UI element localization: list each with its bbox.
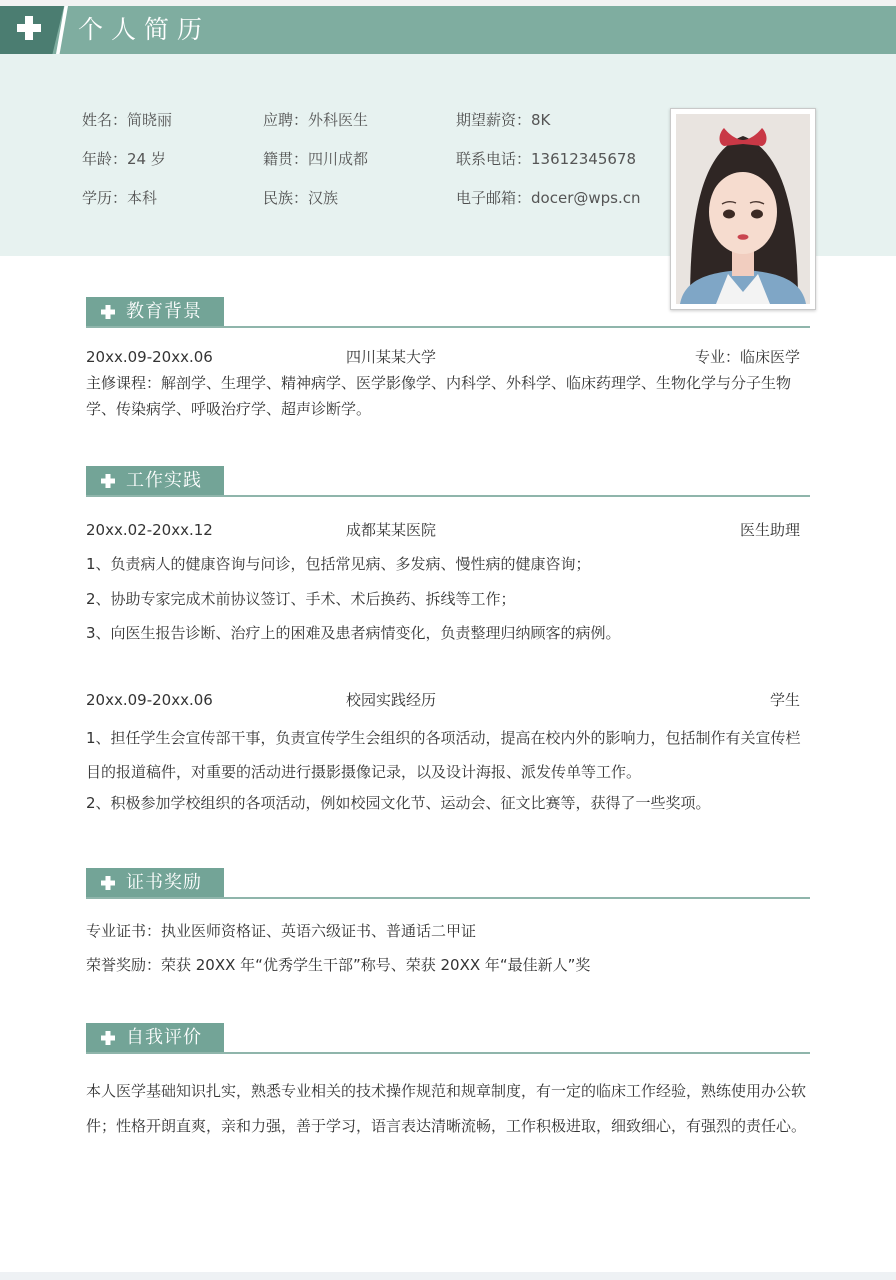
info-salary: 期望薪资：8K (456, 111, 551, 129)
info-salary-value: 8K (531, 111, 551, 129)
section-title: 证书奖励 (126, 872, 202, 893)
job-row (86, 689, 800, 711)
job-period: 20xx.02-20xx.12 (86, 521, 213, 539)
job-period: 20xx.09-20xx.06 (86, 691, 213, 709)
cross-icon (100, 473, 116, 489)
job-org: 成都某某医院 (346, 521, 437, 539)
certificate-item: 荣誉奖励：荣获 20XX 年“优秀学生干部”称号、荣获 20XX 年“最佳新人”奖 (86, 956, 591, 974)
job-row (86, 519, 800, 541)
cross-icon (100, 875, 116, 891)
education-school: 四川某某大学 (346, 348, 437, 366)
job-item: 1、担任学生会宣传部干事，负责宣传学生会组织的各项活动，提高在校内外的影响力，包括制作有关宣传栏目的报道稿件，对重要的活动进行摄影摄像记录，以及设计海报、派发传单等工作。 (86, 729, 801, 781)
section-divider (86, 495, 810, 497)
info-phone: 联系电话：13612345678 (456, 150, 636, 168)
education-row (86, 346, 800, 368)
info-phone-value: 13612345678 (531, 150, 636, 168)
self-evaluation-text: 本人医学基础知识扎实，熟悉专业相关的技术操作规范和规章制度，有一定的临床工作经验，熟练使用办公软件；性格开朗直爽，亲和力强，善于学习，语言表达清晰流畅，工作积极进取，细致细心，有强烈的责任心。 (86, 1082, 807, 1135)
certificate-item: 专业证书：执业医师资格证、英语六级证书、普通话二甲证 (86, 922, 477, 940)
info-ethnicity: 民族：汉族 (263, 189, 339, 207)
info-position: 应聘：外科医生 (263, 111, 369, 129)
info-age-value: 24 岁 (127, 150, 166, 168)
job-role: 学生 (769, 691, 800, 709)
education-major: 专业：临床医学 (694, 348, 800, 366)
section-header-self-evaluation (86, 1023, 224, 1053)
job-item: 1、负责病人的健康咨询与问诊，包括常见病、多发病、慢性病的健康咨询； (86, 555, 591, 573)
section-header-certificates (86, 868, 224, 898)
info-hometown: 籍贯：四川成都 (263, 150, 369, 168)
bottom-strip (0, 1272, 896, 1280)
info-education: 学历：本科 (82, 189, 158, 207)
info-name-value: 简晓丽 (127, 111, 173, 129)
cross-icon (100, 304, 116, 320)
section-header-education (86, 297, 224, 327)
section-title: 自我评价 (126, 1027, 202, 1048)
education-courses: 主修课程：解剖学、生理学、精神病学、医学影像学、内科学、外科学、临床药理学、生物化学与分子生物学、传染病学、呼吸治疗学、超声诊断学。 (86, 374, 792, 418)
info-name: 姓名：简晓丽 (82, 111, 173, 129)
section-divider (86, 326, 810, 328)
info-education-value: 本科 (127, 189, 158, 207)
info-hometown-value: 四川成都 (308, 150, 369, 168)
job-org: 校园实践经历 (346, 691, 437, 709)
profile-photo (670, 108, 816, 310)
info-ethnicity-value: 汉族 (308, 189, 339, 207)
section-header-work (86, 466, 224, 496)
section-title: 工作实践 (126, 470, 202, 491)
portrait-image (676, 114, 810, 304)
cross-icon (16, 15, 42, 41)
cross-icon (100, 1030, 116, 1046)
info-age: 年龄：24 岁 (82, 150, 166, 168)
education-period: 20xx.09-20xx.06 (86, 348, 213, 366)
section-title: 教育背景 (126, 301, 202, 322)
section-divider (86, 1052, 810, 1054)
job-role: 医生助理 (739, 521, 800, 539)
section-divider (86, 897, 810, 899)
job-item: 2、积极参加学校组织的各项活动，例如校园文化节、运动会、征文比赛等，获得了一些奖项。 (86, 794, 711, 812)
job-item: 2、协助专家完成术前协议签订、手术、术后换药、拆线等工作； (86, 590, 516, 608)
page-title: 个人简历 (78, 15, 211, 44)
info-position-value: 外科医生 (308, 111, 369, 129)
info-email-value: docer@wps.cn (531, 189, 641, 207)
info-email: 电子邮箱：docer@wps.cn (456, 189, 641, 207)
job-item: 3、向医生报告诊断、治疗上的困难及患者病情变化，负责整理归纳顾客的病例。 (86, 624, 621, 642)
